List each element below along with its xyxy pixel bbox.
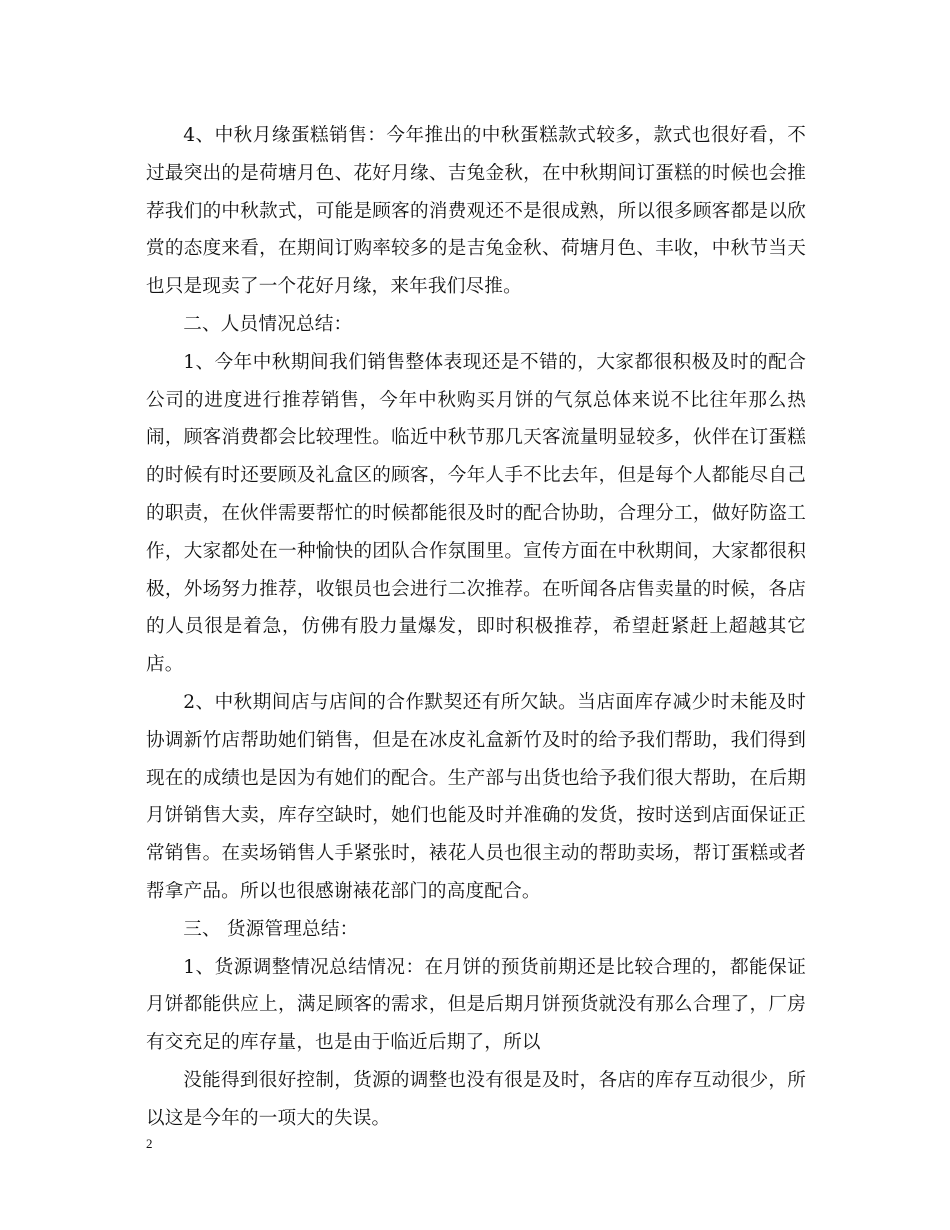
paragraph-mid-autumn-cake-sales: 4、中秋月缘蛋糕销售：今年推出的中秋蛋糕款式较多，款式也很好看，不过最突出的是荷塘月色、花好月缘、吉兔金秋，在中秋期间订蛋糕的时候也会推荐我们的中秋款式，可能是顾客的消费观还不是很成熟，所以很多顾客都是以欣赏的态度来看，在期间订购率较多的是吉兔金秋、荷塘月色、丰收，中秋节当天也只是现卖了一个花好月缘，来年我们尽推。 xyxy=(146,125,806,298)
section-heading-staff-summary: 二、人员情况总结： xyxy=(183,313,353,335)
section-heading-supply-management: 三、 货源管理总结： xyxy=(183,918,359,940)
paragraph-sales-performance: 1、今年中秋期间我们销售整体表现还是不错的，大家都很积极及时的配合公司的进度进行推荐销售，今年中秋购买月饼的气氛总体来说不比往年那么热闹，顾客消费都会比较理性。临近中秋节那几天客流量明显较多，伙伴在订蛋糕的时候有时还要顾及礼盒区的顾客，今年人手不比去年，但是每个人都能尽自己的职责，在伙伴需要帮忙的时候都能很及时的配合协助，合理分工，做好防盗工作，大家都处在一种愉快的团队合作氛围里。宣传方面在中秋期间，大家都很积极，外场努力推荐，收银员也会进行二次推荐。在听闻各店售卖量的时候，各店的人员很是着急，仿佛有股力量爆发，即时积极推荐，希望赶紧赶上超越其它店。 xyxy=(146,351,806,676)
paragraph-store-cooperation: 2、中秋期间店与店间的合作默契还有所欠缺。当店面库存减少时未能及时协调新竹店帮助她们销售，但是在冰皮礼盒新竹及时的给予我们帮助，我们得到现在的成绩也是因为有她们的配合。生产部与出货也给予我们很大帮助，在后期月饼销售大卖，库存空缺时，她们也能及时并准确的发货，按时送到店面保证正常销售。在卖场销售人手紧张时，裱花人员也很主动的帮助卖场，帮订蛋糕或者帮拿产品。所以也很感谢裱花部门的高度配合。 xyxy=(146,691,806,902)
document-body xyxy=(146,117,806,1138)
page-number: 2 xyxy=(146,1136,153,1151)
paragraph-supply-adjustment: 1、货源调整情况总结情况：在月饼的预货前期还是比较合理的，都能保证月饼都能供应上，满足顾客的需求，但是后期月饼预货就没有那么合理了，厂房有交充足的库存量，也是由于临近后期了，所以 xyxy=(146,956,806,1054)
paragraph-supply-control: 没能得到很好控制，货源的调整也没有很是及时，各店的库存互动很少，所以这是今年的一项大的失误。 xyxy=(146,1069,806,1129)
